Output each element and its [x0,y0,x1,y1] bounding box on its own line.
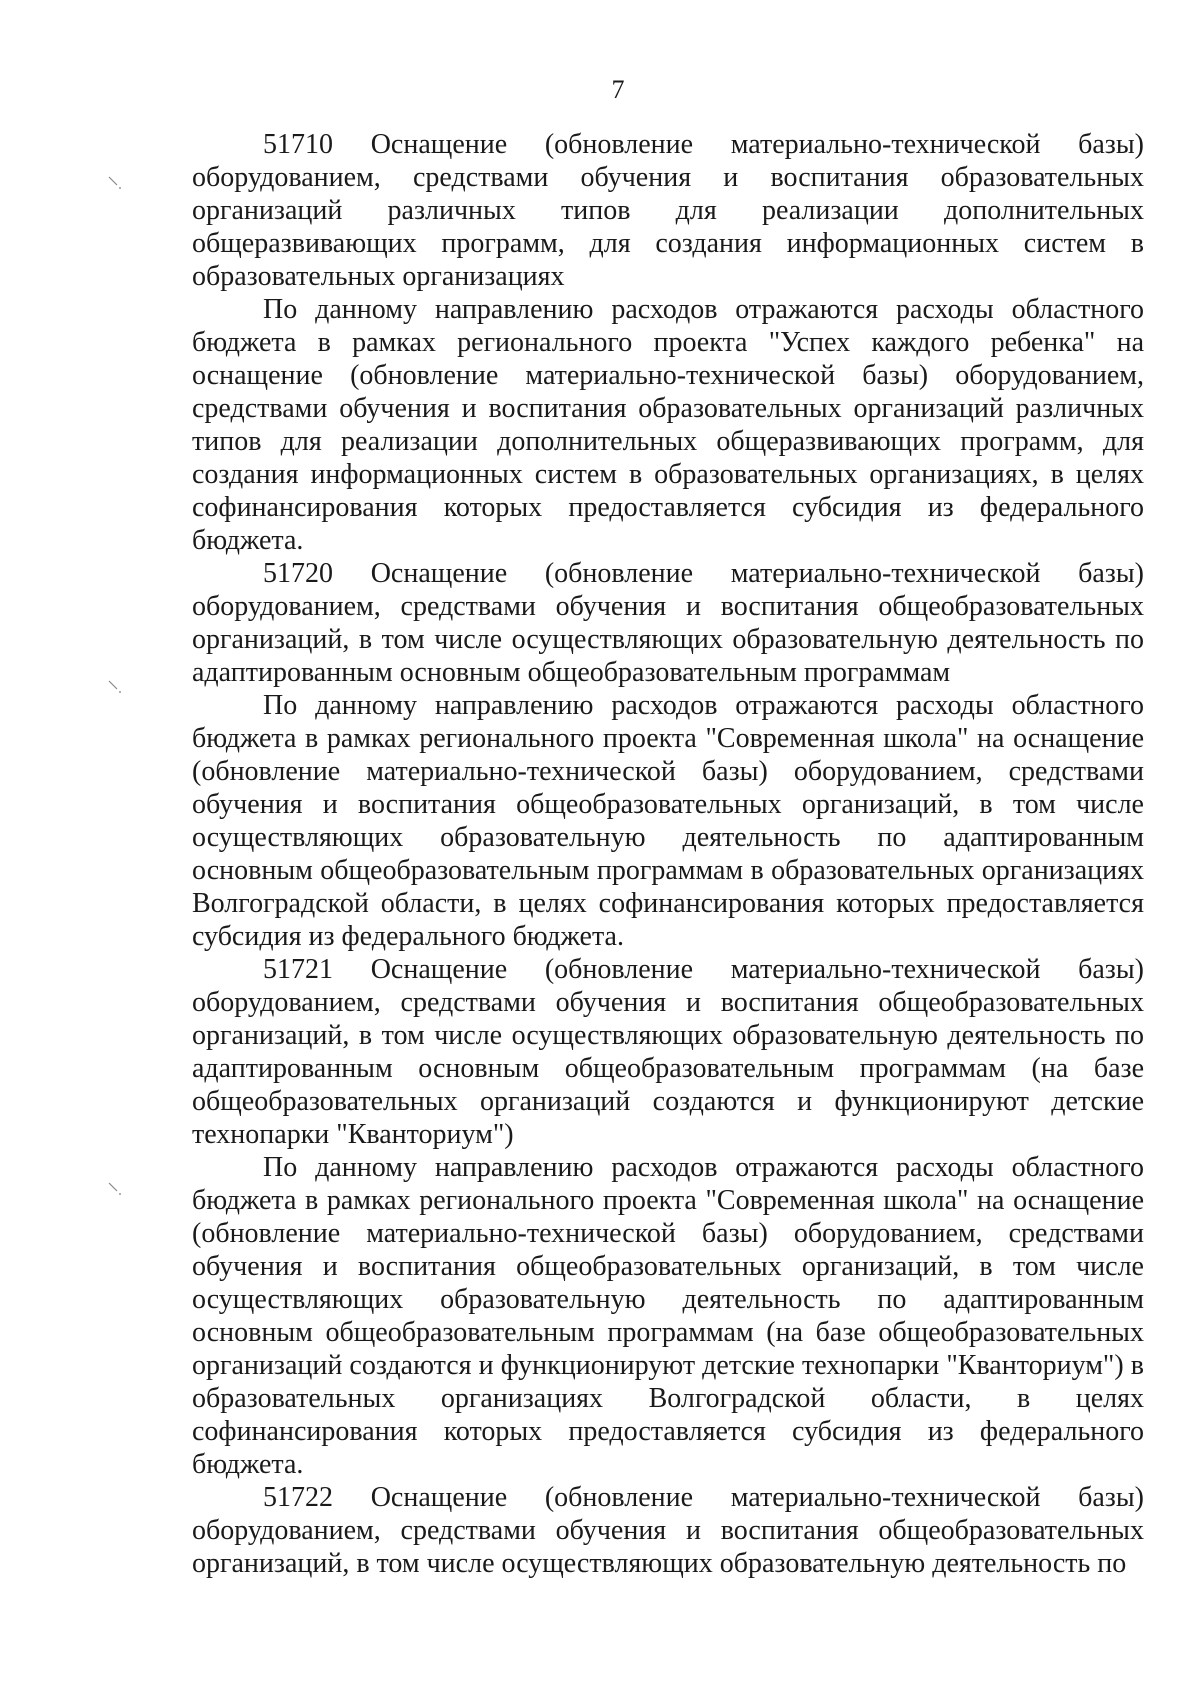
document-body [192,128,1144,1580]
section-description-51720: По данному направлению расходов отражаются расходы областного бюджета в рамках регионального проекта "Современная школа" на оснащение (обновление материально-технической базы) оборудованием, средствами обучения и воспитания общеобразовательных организаций, в том числе осуществляющих образовательную деятельность по адаптированным основным общеобразовательным программам в образовательных организациях Волгоградской области, в целях софинансирования которых предоставляется субсидия из федерального бюджета. [192,690,1144,952]
section-heading-51721: 51721 Оснащение (обновление материально-технической базы) оборудованием, средствами обучения и воспитания общеобразовательных организаций, в том числе осуществляющих образовательную деятельность по адаптированным основным общеобразовательным программам (на базе общеобразовательных организаций создаются и функционируют детские технопарки "Кванториум") [192,954,1144,1150]
page-number: 7 [611,75,625,104]
scan-mark [108,680,124,696]
scan-mark [108,176,124,192]
section-heading-51720: 51720 Оснащение (обновление материально-технической базы) оборудованием, средствами обучения и воспитания общеобразовательных организаций, в том числе осуществляющих образовательную деятельность по адаптированным основным общеобразовательным программам [192,558,1144,688]
section-description-51710: По данному направлению расходов отражаются расходы областного бюджета в рамках регионального проекта "Успех каждого ребенка" на оснащение (обновление материально-технической базы) оборудованием, средствами обучения и воспитания образовательных организаций различных типов для реализации дополнительных общеразвивающих программ, для создания информационных систем в образовательных организациях, в целях софинансирования которых предоставляется субсидия из федерального бюджета. [192,294,1144,556]
section-heading-51722: 51722 Оснащение (обновление материально-технической базы) оборудованием, средствами обучения и воспитания общеобразовательных организаций, в том числе осуществляющих образовательную деятельность по [192,1482,1144,1579]
scan-mark [108,1182,124,1198]
section-heading-51710: 51710 Оснащение (обновление материально-технической базы) оборудованием, средствами обучения и воспитания образовательных организаций различных типов для реализации дополнительных общеразвивающих программ, для создания информационных систем в образовательных организациях [192,129,1144,292]
section-description-51721: По данному направлению расходов отражаются расходы областного бюджета в рамках регионального проекта "Современная школа" на оснащение (обновление материально-технической базы) оборудованием, средствами обучения и воспитания общеобразовательных организаций, в том числе осуществляющих образовательную деятельность по адаптированным основным общеобразовательным программам (на базе общеобразовательных организаций создаются и функционируют детские технопарки "Кванториум") в образовательных организациях Волгоградской области, в целях софинансирования которых предоставляется субсидия из федерального бюджета. [192,1152,1144,1480]
